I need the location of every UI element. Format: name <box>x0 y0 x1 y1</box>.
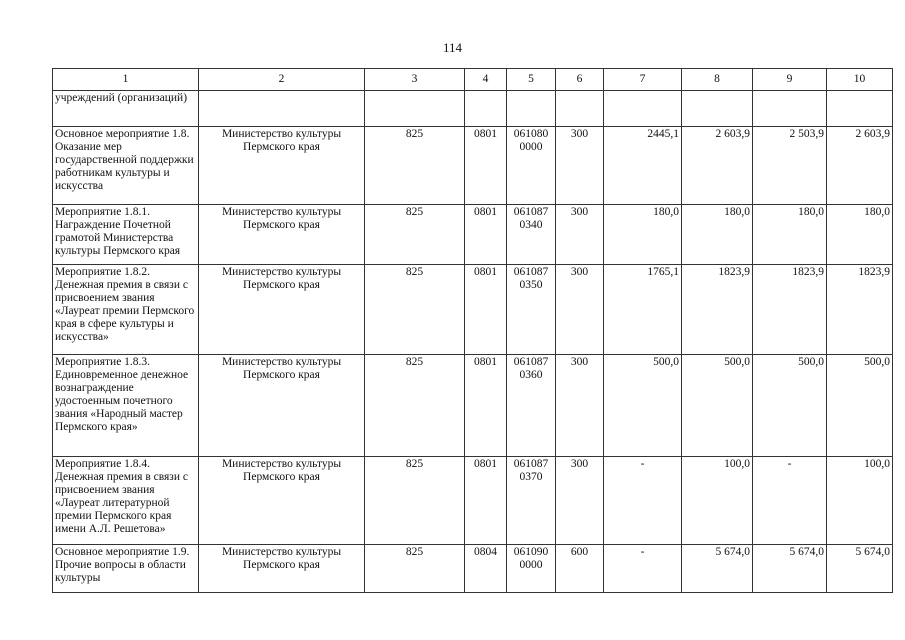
target-article-code: 061080 0000 <box>507 127 556 205</box>
table-row <box>53 205 893 265</box>
expense-type-code: 300 <box>556 457 604 545</box>
activity-name: Мероприятие 1.8.4. Денежная премия в связи с присвоением звания «Лауреат литературной премии Пермского края имени А.Л. Решетова» <box>53 457 199 545</box>
header-col-3: 3 <box>365 69 465 91</box>
header-row <box>53 69 893 91</box>
header-col-10: 10 <box>827 69 893 91</box>
header-col-4: 4 <box>465 69 507 91</box>
expense-type-code: 300 <box>556 265 604 355</box>
value-col-9: 5 674,0 <box>753 545 827 593</box>
value-col-10: 5 674,0 <box>827 545 893 593</box>
executor: Министерство культуры Пермского края <box>199 265 365 355</box>
activity-name: Основное мероприятие 1.9. Прочие вопросы в области культуры <box>53 545 199 593</box>
budget-table <box>52 68 893 593</box>
section-code: 0804 <box>465 545 507 593</box>
grbs-code: 825 <box>365 205 465 265</box>
value-col-7: 2445,1 <box>604 127 682 205</box>
value-col-9: 180,0 <box>753 205 827 265</box>
grbs-code: 825 <box>365 265 465 355</box>
table-row <box>53 127 893 205</box>
value-col-9: 500,0 <box>753 355 827 457</box>
executor: Министерство культуры Пермского края <box>199 545 365 593</box>
table-row <box>53 545 893 593</box>
value-col-7: 1765,1 <box>604 265 682 355</box>
activity-name: Основное мероприятие 1.8. Оказание мер государственной поддержки работникам культуры и искусства <box>53 127 199 205</box>
activity-name: Мероприятие 1.8.1. Награждение Почетной грамотой Министерства культуры Пермского края <box>53 205 199 265</box>
value-col-10 <box>827 91 893 127</box>
executor: Министерство культуры Пермского края <box>199 355 365 457</box>
target-article-code: 061087 0370 <box>507 457 556 545</box>
header-col-1: 1 <box>53 69 199 91</box>
section-code: 0801 <box>465 205 507 265</box>
value-col-10: 1823,9 <box>827 265 893 355</box>
section-code: 0801 <box>465 457 507 545</box>
expense-type-code: 300 <box>556 355 604 457</box>
grbs-code: 825 <box>365 545 465 593</box>
value-col-7: 180,0 <box>604 205 682 265</box>
header-col-6: 6 <box>556 69 604 91</box>
value-col-7: - <box>604 457 682 545</box>
table-row <box>53 457 893 545</box>
header-col-5: 5 <box>507 69 556 91</box>
grbs-code: 825 <box>365 457 465 545</box>
table-row <box>53 355 893 457</box>
table-row <box>53 91 893 127</box>
value-col-8: 1823,9 <box>682 265 753 355</box>
value-col-9: - <box>753 457 827 545</box>
expense-type-code <box>556 91 604 127</box>
section-code <box>465 91 507 127</box>
section-code: 0801 <box>465 127 507 205</box>
header-col-9: 9 <box>753 69 827 91</box>
target-article-code: 061087 0340 <box>507 205 556 265</box>
value-col-10: 500,0 <box>827 355 893 457</box>
value-col-9: 2 503,9 <box>753 127 827 205</box>
table-row <box>53 265 893 355</box>
grbs-code: 825 <box>365 127 465 205</box>
executor <box>199 91 365 127</box>
target-article-code: 061090 0000 <box>507 545 556 593</box>
expense-type-code: 300 <box>556 127 604 205</box>
target-article-code: 061087 0360 <box>507 355 556 457</box>
value-col-8: 500,0 <box>682 355 753 457</box>
executor: Министерство культуры Пермского края <box>199 127 365 205</box>
target-article-code: 061087 0350 <box>507 265 556 355</box>
value-col-8: 100,0 <box>682 457 753 545</box>
header-col-2: 2 <box>199 69 365 91</box>
value-col-9 <box>753 91 827 127</box>
target-article-code <box>507 91 556 127</box>
executor: Министерство культуры Пермского края <box>199 457 365 545</box>
expense-type-code: 600 <box>556 545 604 593</box>
value-col-10: 100,0 <box>827 457 893 545</box>
value-col-9: 1823,9 <box>753 265 827 355</box>
activity-name: Мероприятие 1.8.3. Единовременное денежное вознаграждение удостоенным почетного звания «Народный мастер Пермского края» <box>53 355 199 457</box>
activity-name: учреждений (организаций) <box>53 91 199 127</box>
value-col-7: 500,0 <box>604 355 682 457</box>
executor: Министерство культуры Пермского края <box>199 205 365 265</box>
section-code: 0801 <box>465 355 507 457</box>
header-col-7: 7 <box>604 69 682 91</box>
activity-name: Мероприятие 1.8.2. Денежная премия в связи с присвоением звания «Лауреат премии Пермского края в сфере культуры и искусства» <box>53 265 199 355</box>
grbs-code <box>365 91 465 127</box>
value-col-10: 2 603,9 <box>827 127 893 205</box>
value-col-7 <box>604 91 682 127</box>
value-col-8: 2 603,9 <box>682 127 753 205</box>
value-col-8: 5 674,0 <box>682 545 753 593</box>
section-code: 0801 <box>465 265 507 355</box>
header-col-8: 8 <box>682 69 753 91</box>
value-col-8 <box>682 91 753 127</box>
grbs-code: 825 <box>365 355 465 457</box>
value-col-10: 180,0 <box>827 205 893 265</box>
expense-type-code: 300 <box>556 205 604 265</box>
value-col-7: - <box>604 545 682 593</box>
value-col-8: 180,0 <box>682 205 753 265</box>
page-number: 114 <box>442 40 463 55</box>
